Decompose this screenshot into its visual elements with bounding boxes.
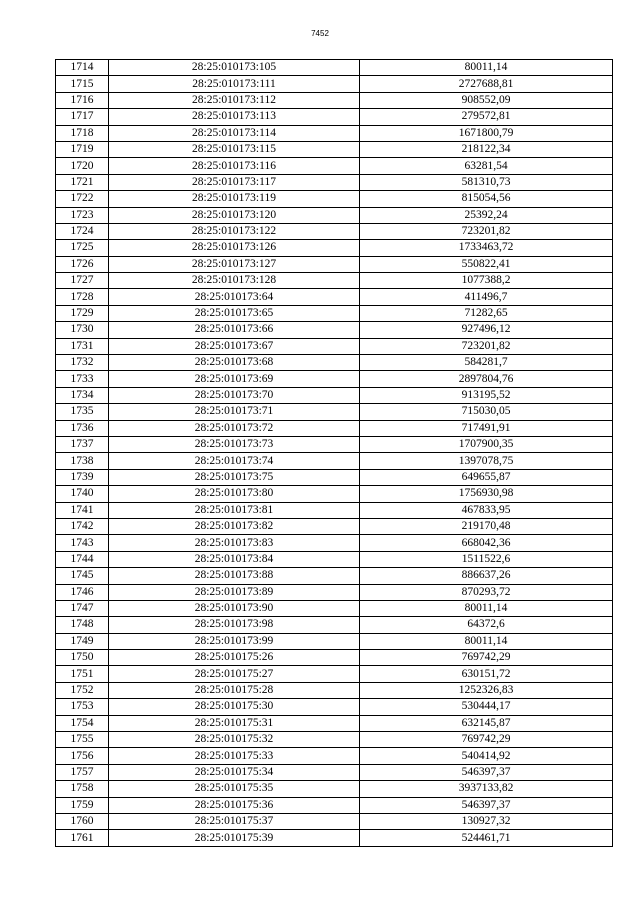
row-number-cell: 1734	[56, 387, 109, 403]
table-row	[56, 502, 613, 518]
row-number-cell: 1742	[56, 518, 109, 534]
cadastral-number-cell: 28:25:010175:28	[109, 682, 360, 698]
row-number-cell: 1753	[56, 699, 109, 715]
cadastral-value-cell: 540414,92	[360, 748, 613, 764]
cadastral-number-cell: 28:25:010173:111	[109, 76, 360, 92]
table-row	[56, 223, 613, 239]
table-row	[56, 551, 613, 567]
cadastral-value-cell: 546397,37	[360, 797, 613, 813]
row-number-cell: 1759	[56, 797, 109, 813]
table-row	[56, 371, 613, 387]
cadastral-value-cell: 218122,34	[360, 141, 613, 157]
cadastral-number-cell: 28:25:010173:69	[109, 371, 360, 387]
cadastral-number-cell: 28:25:010173:105	[109, 60, 360, 76]
cadastral-value-cell: 411496,7	[360, 289, 613, 305]
table-row	[56, 584, 613, 600]
table-row	[56, 797, 613, 813]
cadastral-value-cell: 467833,95	[360, 502, 613, 518]
table-row	[56, 76, 613, 92]
row-number-cell: 1725	[56, 240, 109, 256]
table-row	[56, 732, 613, 748]
table-row	[56, 191, 613, 207]
cadastral-number-cell: 28:25:010173:83	[109, 535, 360, 551]
table-row	[56, 699, 613, 715]
table-row	[56, 682, 613, 698]
table-row	[56, 420, 613, 436]
table-row	[56, 125, 613, 141]
cadastral-value-cell: 870293,72	[360, 584, 613, 600]
row-number-cell: 1754	[56, 715, 109, 731]
table-row	[56, 207, 613, 223]
cadastral-number-cell: 28:25:010173:115	[109, 141, 360, 157]
cadastral-number-cell: 28:25:010173:84	[109, 551, 360, 567]
cadastral-value-cell: 279572,81	[360, 109, 613, 125]
row-number-cell: 1744	[56, 551, 109, 567]
cadastral-value-cell: 908552,09	[360, 92, 613, 108]
cadastral-number-cell: 28:25:010175:31	[109, 715, 360, 731]
cadastral-number-cell: 28:25:010175:32	[109, 732, 360, 748]
row-number-cell: 1714	[56, 60, 109, 76]
cadastral-number-cell: 28:25:010173:113	[109, 109, 360, 125]
cadastral-value-cell: 1671800,79	[360, 125, 613, 141]
cadastral-value-cell: 717491,91	[360, 420, 613, 436]
row-number-cell: 1721	[56, 174, 109, 190]
cadastral-number-cell: 28:25:010175:37	[109, 813, 360, 829]
row-number-cell: 1748	[56, 617, 109, 633]
cadastral-number-cell: 28:25:010173:127	[109, 256, 360, 272]
cadastral-value-cell: 63281,54	[360, 158, 613, 174]
table-row	[56, 338, 613, 354]
cadastral-value-cell: 927496,12	[360, 322, 613, 338]
cadastral-value-cell: 80011,14	[360, 633, 613, 649]
cadastral-number-cell: 28:25:010173:114	[109, 125, 360, 141]
cadastral-value-cell: 630151,72	[360, 666, 613, 682]
table-row	[56, 600, 613, 616]
cadastral-number-cell: 28:25:010175:39	[109, 830, 360, 846]
table-row	[56, 486, 613, 502]
row-number-cell: 1719	[56, 141, 109, 157]
cadastral-number-cell: 28:25:010173:71	[109, 404, 360, 420]
table-row	[56, 617, 613, 633]
cadastral-value-cell: 1397078,75	[360, 453, 613, 469]
row-number-cell: 1727	[56, 273, 109, 289]
row-number-cell: 1738	[56, 453, 109, 469]
cadastral-number-cell: 28:25:010173:74	[109, 453, 360, 469]
cadastral-number-cell: 28:25:010175:35	[109, 781, 360, 797]
row-number-cell: 1724	[56, 223, 109, 239]
cadastral-number-cell: 28:25:010175:27	[109, 666, 360, 682]
cadastral-number-cell: 28:25:010173:75	[109, 469, 360, 485]
table-row	[56, 568, 613, 584]
row-number-cell: 1715	[56, 76, 109, 92]
table-row	[56, 436, 613, 452]
cadastral-value-cell: 25392,24	[360, 207, 613, 223]
cadastral-value-cell: 769742,29	[360, 650, 613, 666]
cadastral-value-cell: 64372,6	[360, 617, 613, 633]
cadastral-number-cell: 28:25:010175:36	[109, 797, 360, 813]
cadastral-value-cell: 3937133,82	[360, 781, 613, 797]
cadastral-number-cell: 28:25:010173:99	[109, 633, 360, 649]
cadastral-value-cell: 715030,05	[360, 404, 613, 420]
row-number-cell: 1723	[56, 207, 109, 223]
row-number-cell: 1716	[56, 92, 109, 108]
table-row	[56, 141, 613, 157]
cadastral-number-cell: 28:25:010173:64	[109, 289, 360, 305]
row-number-cell: 1726	[56, 256, 109, 272]
row-number-cell: 1751	[56, 666, 109, 682]
cadastral-value-cell: 723201,82	[360, 338, 613, 354]
row-number-cell: 1718	[56, 125, 109, 141]
row-number-cell: 1739	[56, 469, 109, 485]
cadastral-number-cell: 28:25:010173:122	[109, 223, 360, 239]
cadastral-value-cell: 581310,73	[360, 174, 613, 190]
table-row	[56, 305, 613, 321]
row-number-cell: 1750	[56, 650, 109, 666]
table-row	[56, 60, 613, 76]
row-number-cell: 1757	[56, 764, 109, 780]
cadastral-number-cell: 28:25:010173:112	[109, 92, 360, 108]
cadastral-value-cell: 1077388,2	[360, 273, 613, 289]
table-row	[56, 387, 613, 403]
cadastral-number-cell: 28:25:010173:89	[109, 584, 360, 600]
row-number-cell: 1736	[56, 420, 109, 436]
table-row	[56, 650, 613, 666]
cadastral-number-cell: 28:25:010173:82	[109, 518, 360, 534]
cadastral-value-cell: 71282,65	[360, 305, 613, 321]
cadastral-value-cell: 769742,29	[360, 732, 613, 748]
cadastral-value-cell: 723201,82	[360, 223, 613, 239]
cadastral-number-cell: 28:25:010173:120	[109, 207, 360, 223]
cadastral-number-cell: 28:25:010173:68	[109, 355, 360, 371]
cadastral-value-cell: 1252326,83	[360, 682, 613, 698]
cadastral-value-cell: 886637,26	[360, 568, 613, 584]
cadastral-value-cell: 524461,71	[360, 830, 613, 846]
row-number-cell: 1717	[56, 109, 109, 125]
cadastral-number-cell: 28:25:010173:67	[109, 338, 360, 354]
table-row	[56, 453, 613, 469]
row-number-cell: 1760	[56, 813, 109, 829]
cadastral-value-cell: 80011,14	[360, 600, 613, 616]
cadastral-value-cell: 649655,87	[360, 469, 613, 485]
cadastral-number-cell: 28:25:010175:30	[109, 699, 360, 715]
cadastral-number-cell: 28:25:010173:90	[109, 600, 360, 616]
cadastral-value-cell: 130927,32	[360, 813, 613, 829]
table-row	[56, 633, 613, 649]
row-number-cell: 1730	[56, 322, 109, 338]
table-body	[56, 60, 613, 847]
table-row	[56, 355, 613, 371]
cadastral-value-cell: 1707900,35	[360, 436, 613, 452]
cadastral-value-cell: 546397,37	[360, 764, 613, 780]
table-row	[56, 256, 613, 272]
table-row	[56, 764, 613, 780]
row-number-cell: 1746	[56, 584, 109, 600]
cadastral-value-cell: 530444,17	[360, 699, 613, 715]
table-row	[56, 174, 613, 190]
cadastral-value-cell: 584281,7	[360, 355, 613, 371]
cadastral-value-cell: 80011,14	[360, 60, 613, 76]
cadastral-number-cell: 28:25:010173:126	[109, 240, 360, 256]
cadastral-value-cell: 2727688,81	[360, 76, 613, 92]
cadastral-value-cell: 1511522,6	[360, 551, 613, 567]
cadastral-number-cell: 28:25:010173:65	[109, 305, 360, 321]
table-row	[56, 109, 613, 125]
cadastral-value-table	[55, 59, 613, 847]
row-number-cell: 1731	[56, 338, 109, 354]
row-number-cell: 1743	[56, 535, 109, 551]
cadastral-number-cell: 28:25:010173:80	[109, 486, 360, 502]
cadastral-number-cell: 28:25:010173:88	[109, 568, 360, 584]
cadastral-number-cell: 28:25:010173:119	[109, 191, 360, 207]
table-row	[56, 748, 613, 764]
cadastral-value-cell: 668042,36	[360, 535, 613, 551]
cadastral-value-cell: 2897804,76	[360, 371, 613, 387]
table-row	[56, 715, 613, 731]
table-row	[56, 666, 613, 682]
table-row	[56, 518, 613, 534]
row-number-cell: 1729	[56, 305, 109, 321]
cadastral-number-cell: 28:25:010175:33	[109, 748, 360, 764]
table-row	[56, 92, 613, 108]
row-number-cell: 1755	[56, 732, 109, 748]
row-number-cell: 1720	[56, 158, 109, 174]
row-number-cell: 1761	[56, 830, 109, 846]
row-number-cell: 1752	[56, 682, 109, 698]
cadastral-number-cell: 28:25:010173:81	[109, 502, 360, 518]
cadastral-value-cell: 219170,48	[360, 518, 613, 534]
cadastral-number-cell: 28:25:010173:128	[109, 273, 360, 289]
row-number-cell: 1737	[56, 436, 109, 452]
cadastral-value-cell: 1756930,98	[360, 486, 613, 502]
cadastral-value-cell: 1733463,72	[360, 240, 613, 256]
cadastral-number-cell: 28:25:010175:34	[109, 764, 360, 780]
cadastral-number-cell: 28:25:010173:72	[109, 420, 360, 436]
cadastral-number-cell: 28:25:010173:116	[109, 158, 360, 174]
row-number-cell: 1732	[56, 355, 109, 371]
table-row	[56, 322, 613, 338]
cadastral-number-cell: 28:25:010173:73	[109, 436, 360, 452]
page-number: 7452	[311, 29, 329, 38]
table-row	[56, 813, 613, 829]
row-number-cell: 1722	[56, 191, 109, 207]
cadastral-number-cell: 28:25:010173:70	[109, 387, 360, 403]
table-row	[56, 469, 613, 485]
table-row	[56, 273, 613, 289]
row-number-cell: 1758	[56, 781, 109, 797]
cadastral-number-cell: 28:25:010173:66	[109, 322, 360, 338]
table-row	[56, 830, 613, 846]
row-number-cell: 1733	[56, 371, 109, 387]
row-number-cell: 1745	[56, 568, 109, 584]
cadastral-number-cell: 28:25:010173:117	[109, 174, 360, 190]
cadastral-value-cell: 550822,41	[360, 256, 613, 272]
cadastral-number-cell: 28:25:010173:98	[109, 617, 360, 633]
cadastral-value-cell: 632145,87	[360, 715, 613, 731]
row-number-cell: 1740	[56, 486, 109, 502]
table-row	[56, 781, 613, 797]
cadastral-number-cell: 28:25:010175:26	[109, 650, 360, 666]
cadastral-value-cell: 815054,56	[360, 191, 613, 207]
table-row	[56, 404, 613, 420]
row-number-cell: 1749	[56, 633, 109, 649]
row-number-cell: 1741	[56, 502, 109, 518]
row-number-cell: 1728	[56, 289, 109, 305]
row-number-cell: 1735	[56, 404, 109, 420]
row-number-cell: 1747	[56, 600, 109, 616]
table-row	[56, 289, 613, 305]
table-row	[56, 240, 613, 256]
row-number-cell: 1756	[56, 748, 109, 764]
cadastral-value-cell: 913195,52	[360, 387, 613, 403]
table-row	[56, 535, 613, 551]
table-row	[56, 158, 613, 174]
